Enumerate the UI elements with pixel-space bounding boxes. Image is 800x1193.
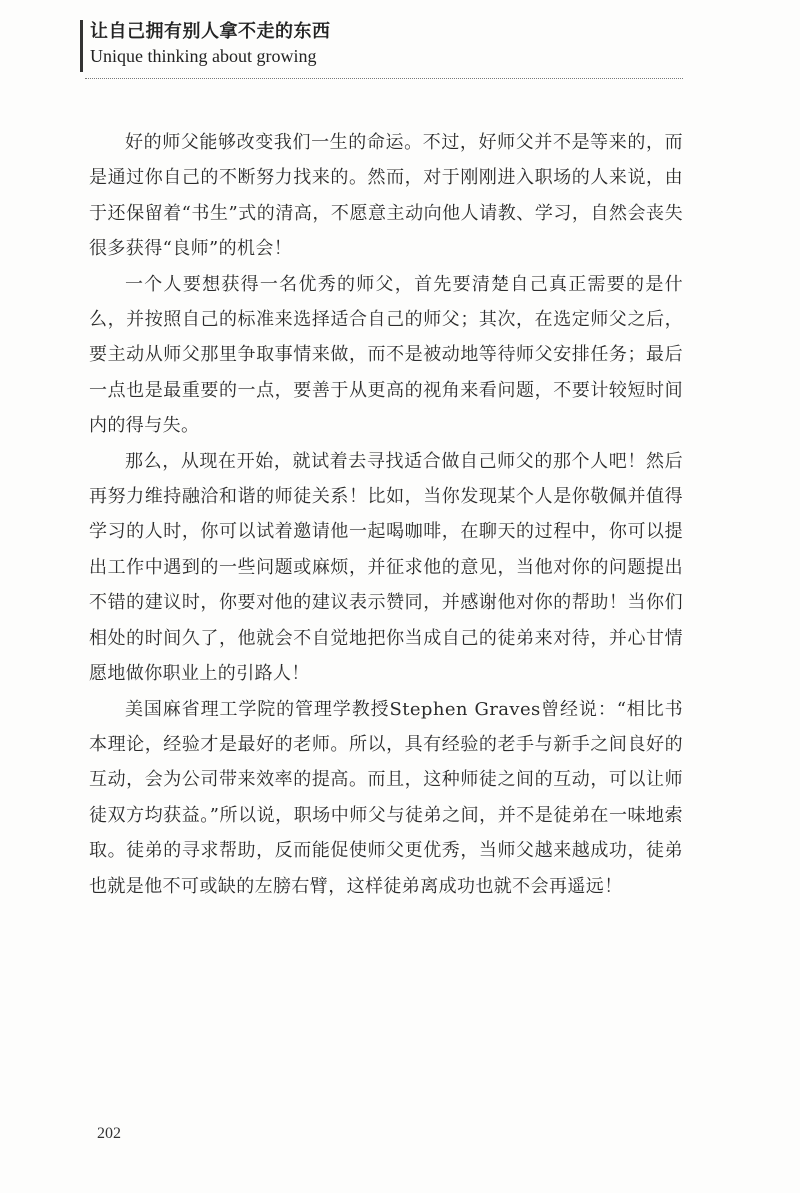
body-text — [89, 125, 683, 904]
running-header — [80, 20, 331, 72]
paragraph: 一个人要想获得一名优秀的师父，首先要清楚自己真正需要的是什么，并按照自己的标准来选择适合自己的师父；其次，在选定师父之后，要主动从师父那里争取事情来做，而不是被动地等待师父安排任务；最后一点也是最重要的一点，要善于从更高的视角来看问题，不要计较短时间内的得与失。 — [89, 273, 683, 437]
paragraph: 美国麻省理工学院的管理学教授Stephen Graves曾经说：“相比书本理论，经验才是最好的老师。所以，具有经验的老手与新手之间良好的互动，会为公司带来效率的提高。而且，这种师徒之间的互动，可以让师徒双方均获益。”所以说，职场中师父与徒弟之间，并不是徒弟在一味地索取。徒弟的寻求帮助，反而能促使师父更优秀，当师父越来越成功，徒弟也就是他不可或缺的左膀右臂，这样徒弟离成功也就不会再遥远！ — [89, 698, 683, 897]
header-subtitle: Unique thinking about growing — [90, 46, 317, 66]
header-divider — [85, 78, 683, 79]
paragraph: 好的师父能够改变我们一生的命运。不过，好师父并不是等来的，而是通过你自己的不断努力找来的。然而，对于刚刚进入职场的人来说，由于还保留着“书生”式的清高，不愿意主动向他人请教、学习，自然会丧失很多获得“良师”的机会！ — [89, 132, 683, 260]
page-number: 202 — [97, 1125, 121, 1142]
header-title: 让自己拥有别人拿不走的东西 — [90, 21, 331, 42]
paragraph: 那么，从现在开始，就试着去寻找适合做自己师父的那个人吧！然后再努力维持融洽和谐的师徒关系！比如，当你发现某个人是你敬佩并值得学习的人时，你可以试着邀请他一起喝咖啡，在聊天的过程中，你可以提出工作中遇到的一些问题或麻烦，并征求他的意见，当他对你的问题提出不错的建议时，你要对他的建议表示赞同，并感谢他对你的帮助！当你们相处的时间久了，他就会不自觉地把你当成自己的徒弟来对待，并心甘情愿地做你职业上的引路人！ — [89, 450, 683, 685]
